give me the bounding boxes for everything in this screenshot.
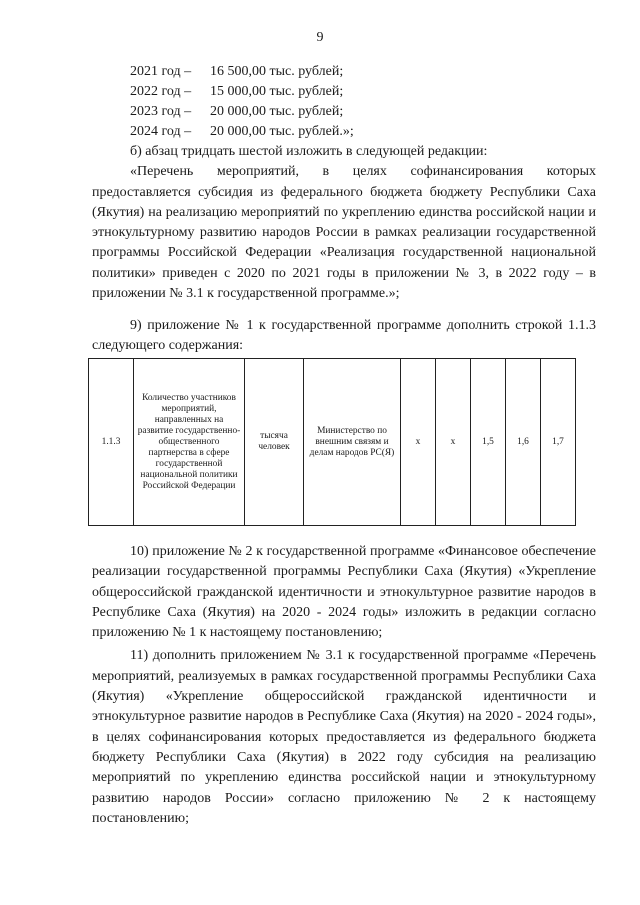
paragraph-11: 11) дополнить приложением № 3.1 к государственной программе «Перечень мероприятий, реализуемых в рамках государственной программы Республики Саха (Якутия) «Укрепление общероссийской гражданской идентичности и этнокультурное развитие народов в Республике Саха (Якутия) на 2020 - 2024 годы», в целях софинансирования которых предоставляется из федерального бюджета бюджету Республики Саха (Якутия) в 2022 году субсидия на реализацию мероприятий по укреплению единства российской нации и этнокультурному развитию народов России» согласно приложению № 2 к настоящему постановлению; [92, 648, 596, 826]
amendment-block-9 [92, 316, 596, 357]
amount-row [130, 122, 354, 142]
amount-year: 2021 год – [130, 64, 192, 79]
amount-row [130, 62, 354, 82]
amount-year: 2023 год – [130, 104, 192, 119]
page-number: 9 [316, 30, 324, 45]
cell-value: 1,7 [541, 359, 576, 526]
amount-year: 2024 год – [130, 124, 192, 139]
table-row [89, 359, 576, 526]
amendment-block-b [92, 142, 596, 304]
cell-value: х [436, 359, 471, 526]
cell-value: х [401, 359, 436, 526]
paragraph-b: б) абзац тридцать шестой изложить в следующей редакции: [130, 144, 488, 159]
amount-value: 15 000,00 тыс. рублей; [210, 84, 344, 99]
cell-unit: тысяча человек [245, 359, 304, 526]
amount-value: 20 000,00 тыс. рублей.»; [210, 124, 354, 139]
amount-value: 20 000,00 тыс. рублей; [210, 104, 344, 119]
cell-responsible: Министерство по внешним связям и делам народов РС(Я) [304, 359, 401, 526]
indicator-table [88, 358, 576, 526]
cell-value: 1,6 [506, 359, 541, 526]
amendment-block-10-11 [92, 542, 596, 829]
paragraph-10: 10) приложение № 2 к государственной программе «Финансовое обеспечение реализации государственной программы Республики Саха (Якутия) «Укрепление общероссийской гражданской идентичности и этнокультурное развитие народов в Республике Саха (Якутия) на 2020 - 2024 годы» изложить в редакции согласно приложению № 1 к настоящему постановлению; [92, 544, 596, 641]
amount-year: 2022 год – [130, 84, 192, 99]
cell-indicator: Количество участников мероприятий, направленных на развитие государственно-общественного партнерства в сфере государственной национальной политики Российской Федерации [134, 359, 245, 526]
paragraph-9: 9) приложение № 1 к государственной программе дополнить строкой 1.1.3 следующего содержания: [92, 318, 596, 354]
amount-row [130, 82, 354, 102]
cell-number: 1.1.3 [89, 359, 134, 526]
amount-value: 16 500,00 тыс. рублей; [210, 64, 344, 79]
funding-amounts-list [130, 62, 354, 142]
amount-row [130, 102, 354, 122]
cell-value: 1,5 [471, 359, 506, 526]
paragraph-quote: «Перечень мероприятий, в целях софинансирования которых предоставляется субсидия из федерального бюджета бюджету Республики Саха (Якутия) на реализацию мероприятий по укреплению единства российской нации и этнокультурному развитию народов России в рамках реализации государственной программы Российской Федерации «Реализация государственной национальной политики» приведен с 2020 по 2021 годы в приложении № 3, в 2022 году – в приложении № 3.1 к государственной программе.»; [92, 164, 596, 302]
